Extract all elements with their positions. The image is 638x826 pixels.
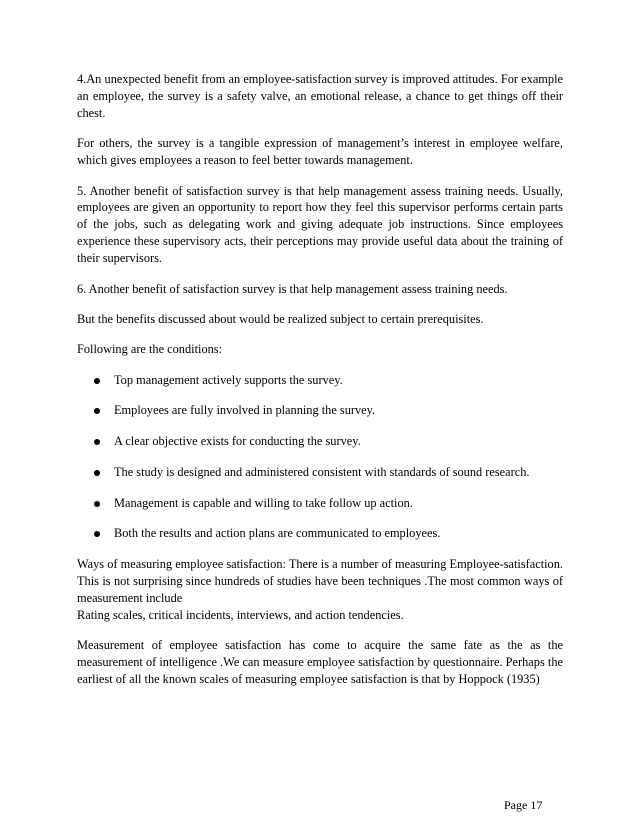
bullet-icon [94,378,100,384]
condition-text: Employees are fully involved in planning the survey. [114,403,376,418]
document-page [77,71,563,701]
condition-text: Both the results and action plans are communicated to employees. [114,526,441,541]
paragraph-training-needs: 5. Another benefit of satisfaction survey is that help management assess training needs. Usually, employees are given an opportunity to report how they feel this supervisor performs certain parts of the jobs, such as delegating work and giving adequate job instructions. Since employees experience these supervisory acts, their perceptions may provide useful data about the training of their supervisors. [77,183,563,266]
paragraph-measurement-history: Measurement of employee satisfaction has come to acquire the same fate as the as the measurement of intelligence .We can measure employee satisfaction by questionnaire. Perhaps the earliest of all the known scales of measuring employee satisfaction is that by Hoppock (1935) [77,638,563,686]
paragraph-conditions-intro: Following are the conditions: [77,342,223,357]
bullet-icon [94,470,100,476]
list-item [77,372,563,389]
bullet-icon [94,408,100,414]
conditions-list [77,372,563,542]
paragraph-attitudes: 4.An unexpected benefit from an employee-satisfaction survey is improved attitudes. For example an employee, the survey is a safety valve, an emotional release, a chance to get things off their chest. [77,72,563,120]
bullet-icon [94,439,100,445]
list-item [77,402,563,419]
condition-text: A clear objective exists for conducting the survey. [114,434,361,449]
paragraph-management-interest: For others, the survey is a tangible expression of management’s interest in employee welfare, which gives employees a reason to feel better towards management. [77,136,563,168]
condition-text: The study is designed and administered consistent with standards of sound research. [114,464,530,479]
paragraph-prerequisites: But the benefits discussed about would be realized subject to certain prerequisites. [77,311,484,326]
condition-text: Top management actively supports the survey. [114,372,343,387]
list-item [77,464,563,481]
paragraph-ways-of-measuring: Ways of measuring employee satisfaction: There is a number of measuring Employee-satisfaction. This is not surprising since hundreds of studies have been techniques .The most common ways of measurement include [77,557,563,605]
bullet-icon [94,501,100,507]
list-item [77,433,563,450]
bullet-icon [94,531,100,537]
paragraph-benefit-six: 6. Another benefit of satisfaction survey is that help management assess training needs. [77,281,508,296]
paragraph-measurement-methods: Rating scales, critical incidents, interviews, and action tendencies. [77,607,404,622]
list-item [77,495,563,512]
list-item [77,525,563,542]
condition-text: Management is capable and willing to take follow up action. [114,495,413,510]
page-number: Page 17 [504,798,543,812]
